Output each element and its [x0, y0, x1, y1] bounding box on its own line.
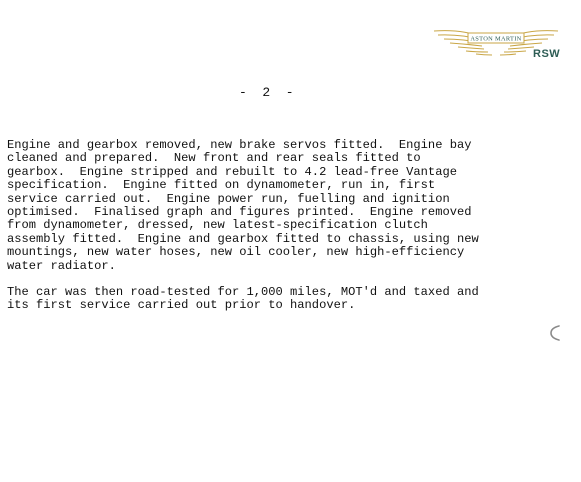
page-number: - 2 - — [239, 85, 294, 100]
logo-wordmark: ASTON MARTIN — [470, 35, 522, 43]
body-text — [7, 139, 567, 313]
crescent-mark-icon — [548, 324, 562, 342]
brand-mark: RSW — [533, 48, 561, 60]
paragraph-1: Engine and gearbox removed, new brake servos fitted. Engine bay cleaned and prepared. New front and rear seals fitted to gearbox. Engine stripped and rebuilt to 4.2 lead-free Vantage specification. Engine fitted on dynamometer, run in, first service carried out. Engine power run, fuelling and ignition optimised. Finalised graph and figures printed. Engine removed from dynamometer, dressed, new latest-specification clutch assembly fitted. Engine and gearbox fitted to chassis, using new mountings, new water hoses, new oil cooler, new high-efficiency water radiator. — [7, 138, 479, 273]
paragraph-2: The car was then road-tested for 1,000 miles, MOT'd and taxed and its first service carried out prior to handover. — [7, 285, 479, 313]
